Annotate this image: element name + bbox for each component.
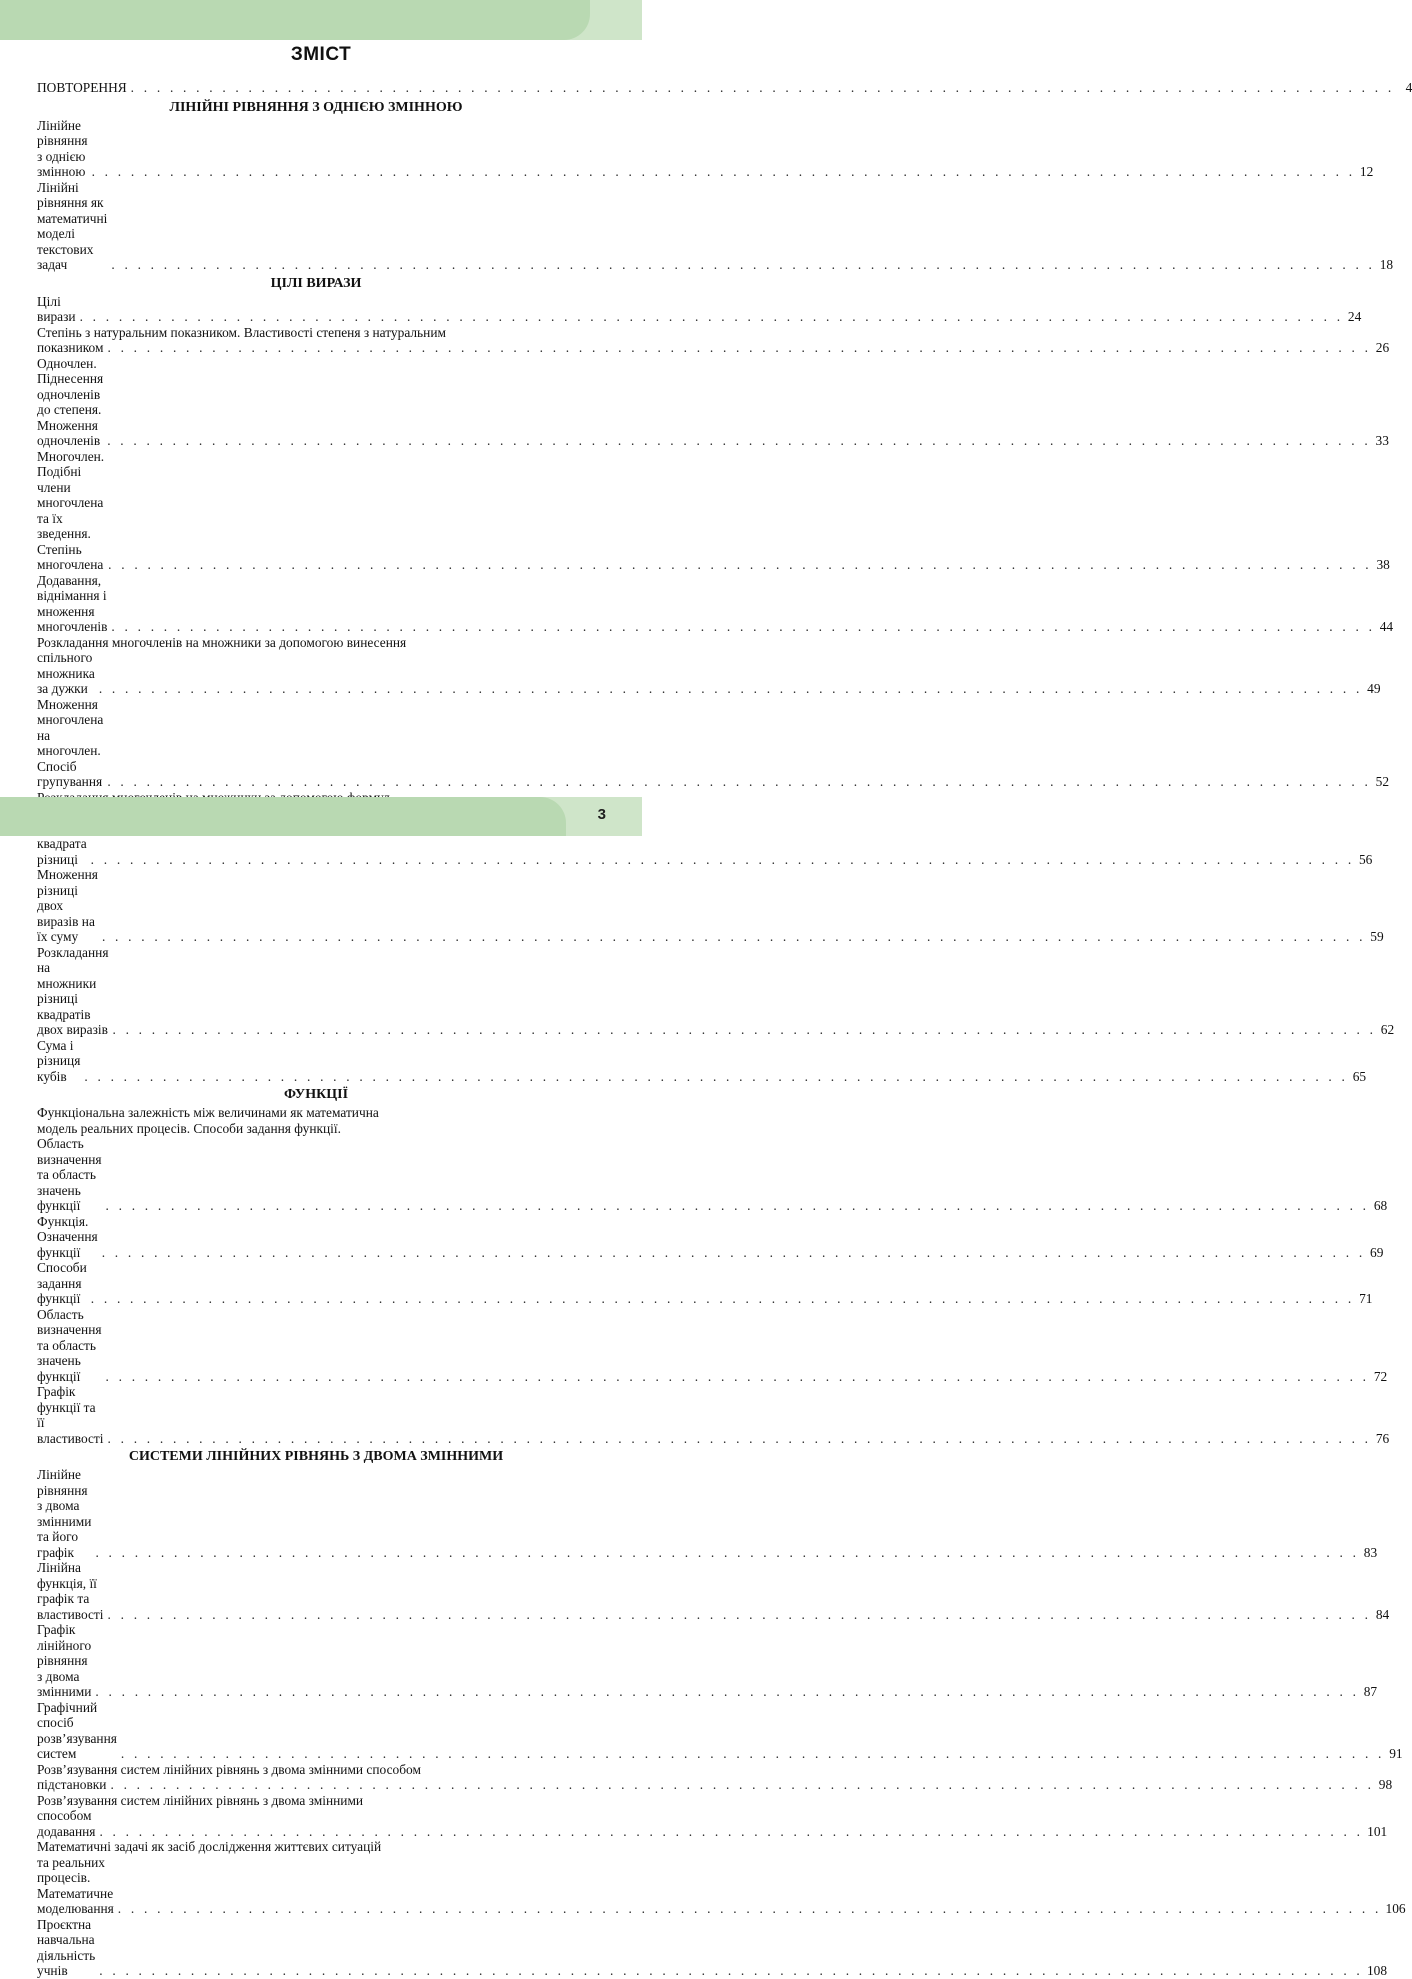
toc-entry[interactable] — [37, 1916, 1388, 1979]
toc-entry[interactable] — [37, 1699, 1403, 1762]
toc-entry-title-line: Математичні задачі як засіб дослідження життєвих ситуацій — [37, 1839, 382, 1854]
dot-leader — [131, 80, 1395, 96]
toc-entry[interactable] — [37, 944, 1395, 1038]
toc-entry-title-line: Розв’язування систем лінійних рівнянь з двома змінними — [37, 1792, 364, 1808]
toc-entry-title: ПОВТОРЕННЯ — [37, 80, 127, 95]
toc-entry[interactable] — [37, 1306, 1388, 1385]
toc-entry-title: Графік лінійного рівняння з двома змінними — [37, 1622, 92, 1699]
toc-entry[interactable] — [37, 1792, 1388, 1840]
toc-entry-title-line: Розв’язування систем лінійних рівнянь з двома змінними способом — [37, 1761, 421, 1777]
dot-leader — [108, 1431, 1372, 1447]
dot-leader — [111, 619, 1375, 635]
toc-entry-title: Лінійне рівняння з двома змінними та його графік — [37, 1467, 92, 1560]
toc-entry-page: 65 — [1352, 1068, 1367, 1084]
dot-leader — [107, 774, 1371, 790]
dot-leader — [99, 681, 1363, 697]
toc-entry-page: 62 — [1380, 1022, 1395, 1037]
toc-entry-page: 24 — [1347, 309, 1362, 324]
toc-entry-title: Область визначення та область значень функції — [37, 1306, 102, 1384]
toc-entry-page: 83 — [1363, 1544, 1378, 1560]
toc-entry-page: 106 — [1385, 1901, 1406, 1916]
section-intro-line: Функціональна залежність між величинами як математична — [37, 1105, 379, 1120]
toc-entry-page: 52 — [1375, 774, 1390, 789]
toc-entry-title: Лінійне рівняння з однією змінною — [37, 117, 88, 179]
toc-entry-title: Область визначення та область значень функції — [37, 1136, 102, 1213]
toc-entry-page: 87 — [1363, 1684, 1378, 1699]
toc-entry-page: 4 — [1405, 80, 1412, 95]
toc-entry[interactable] — [37, 1136, 1388, 1214]
toc-entry-title-line: Степінь з натуральним показником. Властивості степеня з натуральним — [37, 324, 446, 340]
dot-leader — [91, 852, 1355, 868]
toc-entry-title: Графік функції та її властивості — [37, 1384, 104, 1446]
toc-entry-page: 18 — [1379, 257, 1394, 272]
toc-entry-page: 56 — [1358, 851, 1373, 867]
toc-entry-page: 101 — [1367, 1823, 1388, 1839]
section-heading: ЦІЛІ ВИРАЗИ — [270, 275, 362, 291]
toc-entry-title: підстановки — [37, 1777, 107, 1792]
dot-leader — [108, 1607, 1372, 1623]
toc-entry-title: Множення різниці двох виразів на їх суму — [37, 867, 98, 944]
toc-entry-page: 98 — [1378, 1777, 1393, 1792]
toc-entry[interactable] — [37, 1037, 1367, 1085]
toc-entry-title: Лінійні рівняння як математичні моделі текстових задач — [37, 179, 108, 272]
toc-entry-title-line: Розкладання многочленів на множники за допомогою винесення — [37, 634, 407, 650]
toc-entry-page: 68 — [1373, 1198, 1388, 1213]
toc-entry-page: 12 — [1359, 164, 1374, 179]
toc-entry[interactable] — [37, 1560, 1390, 1622]
dot-leader — [99, 1963, 1363, 1979]
toc-entry[interactable] — [37, 179, 1394, 273]
toc-entry-page: 69 — [1370, 1244, 1384, 1260]
toc-entry-page: 72 — [1373, 1368, 1388, 1384]
dot-leader — [80, 309, 1344, 325]
section-heading: ЛІНІЙНІ РІВНЯННЯ З ОДНІЄЮ ЗМІННОЮ — [169, 99, 463, 115]
dot-leader — [102, 929, 1366, 945]
toc-entry-title: квадрата різниці — [37, 836, 87, 867]
toc-entry[interactable] — [37, 1761, 1393, 1793]
section-intro-line: модель реальних процесів. Способи задання функції. — [37, 1120, 341, 1136]
dot-leader — [99, 1824, 1363, 1840]
toc-entry[interactable] — [37, 448, 1390, 573]
toc-entry-title: Цілі вирази — [37, 293, 76, 324]
dot-leader — [121, 1746, 1385, 1762]
toc-entry-page: 49 — [1367, 681, 1381, 696]
toc-entry-title: Одночлен. Піднесення одночленів до степеня. Множення одночленів — [37, 355, 104, 448]
footer-tab — [0, 797, 566, 836]
page-title: ЗМІСТ — [290, 44, 352, 65]
dot-leader — [84, 1069, 1348, 1085]
toc-entry[interactable] — [37, 355, 1389, 449]
toc-entry-page: 84 — [1375, 1606, 1390, 1622]
toc-entry-title: Множення многочлена на многочлен. Спосіб групування — [37, 696, 104, 789]
dot-leader — [95, 1545, 1359, 1561]
section-heading: СИСТЕМИ ЛІНІЙНИХ РІВНЯНЬ З ДВОМА ЗМІННИМИ — [128, 1449, 504, 1464]
footer-band — [0, 797, 642, 836]
dot-leader — [118, 1901, 1382, 1917]
dot-leader — [107, 433, 1371, 449]
dot-leader — [102, 1245, 1366, 1261]
header-band — [0, 0, 642, 40]
toc-entry-title: показником — [37, 340, 104, 355]
toc-entry[interactable] — [37, 1839, 1406, 1917]
toc-entry[interactable] — [37, 324, 1390, 356]
toc-entry-page: 71 — [1359, 1291, 1373, 1306]
toc-entry[interactable] — [37, 293, 1362, 325]
toc-entry[interactable] — [37, 1384, 1390, 1446]
toc-entry-repetition[interactable] — [37, 80, 1412, 96]
toc-entry[interactable] — [37, 1467, 1378, 1560]
toc-entry-title: Лінійна функція, її графік та властивості — [37, 1560, 104, 1622]
dot-leader — [112, 1022, 1376, 1038]
table-of-contents — [37, 80, 1412, 1979]
toc-entry-title: Сума і різниця кубів — [37, 1037, 81, 1084]
toc-entry-title: спільного множника за дужки — [37, 650, 95, 696]
dot-leader — [106, 1198, 1370, 1214]
toc-entry[interactable] — [37, 572, 1394, 635]
toc-entry[interactable] — [37, 867, 1384, 945]
dot-leader — [95, 1684, 1359, 1700]
toc-entry[interactable] — [37, 634, 1381, 697]
toc-entry-page: 108 — [1366, 1963, 1388, 1978]
toc-entry-page: 26 — [1375, 340, 1390, 355]
toc-entry-title: Способи задання функції — [37, 1260, 87, 1306]
toc-entry-title: та реальних процесів. Математичне моделювання — [37, 1854, 114, 1916]
toc-entry-title: Додавання, віднімання і множення многочленів — [37, 572, 108, 634]
toc-entry-title: Многочлен. Подібні члени многочлена та їх зведення. Степінь многочлена — [37, 448, 105, 572]
toc-entry-title: Функція. Означення функції — [37, 1213, 98, 1260]
toc-entry-title: Розкладання на множники різниці квадратів двох виразів — [37, 944, 109, 1037]
toc-entry[interactable] — [37, 1260, 1373, 1307]
page-number: 3 — [597, 806, 606, 823]
toc-entry-page: 38 — [1376, 557, 1390, 572]
dot-leader — [108, 557, 1372, 573]
toc-entry-title: способом додавання — [37, 1808, 96, 1839]
dot-leader — [91, 1291, 1355, 1307]
toc-entry[interactable] — [37, 696, 1390, 790]
toc-entry-page: 33 — [1375, 433, 1389, 448]
dot-leader — [92, 164, 1356, 180]
toc-entry-page: 91 — [1389, 1746, 1403, 1761]
dot-leader — [106, 1369, 1370, 1385]
toc-entry-page: 76 — [1375, 1430, 1390, 1446]
toc-entry[interactable] — [37, 1622, 1378, 1700]
toc-entry-page: 44 — [1379, 619, 1394, 634]
toc-entry-page: 59 — [1370, 929, 1384, 944]
dot-leader — [111, 257, 1375, 273]
section-heading: ФУНКЦІЇ — [283, 1087, 349, 1102]
toc-entry[interactable] — [37, 1213, 1384, 1261]
toc-entry-title: Проєктна навчальна діяльність учнів — [37, 1916, 96, 1978]
dot-leader — [107, 340, 1371, 356]
toc-entry[interactable] — [37, 117, 1374, 180]
dot-leader — [110, 1777, 1374, 1793]
header-tab — [0, 0, 590, 40]
toc-entry-title: Графічний спосіб розв’язування систем — [37, 1699, 117, 1761]
